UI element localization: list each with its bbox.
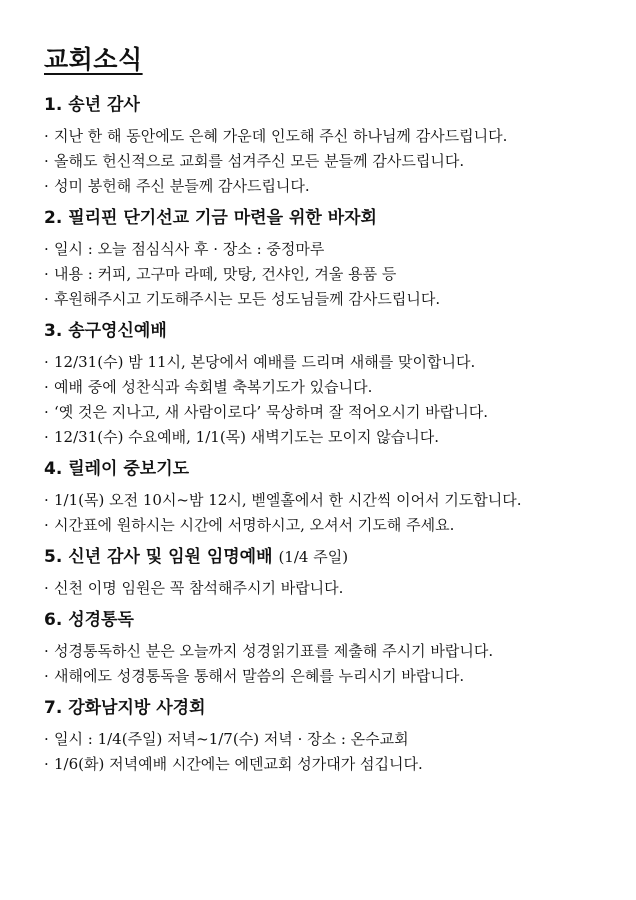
bullet-icon: · — [44, 378, 49, 396]
section-item-list — [44, 639, 604, 689]
section-heading-text: 3. 송구영신예배 — [44, 321, 167, 341]
list-item-text: 예배 중에 성찬식과 속회별 축복기도가 있습니다. — [54, 378, 373, 396]
list-item — [44, 513, 604, 538]
section-item-list — [44, 350, 604, 450]
list-item — [44, 237, 604, 262]
section-heading-text: 6. 성경통독 — [44, 610, 134, 630]
bullet-icon: · — [44, 152, 49, 170]
list-item-text: 신천 이명 임원은 꼭 참석해주시기 바랍니다. — [54, 579, 344, 597]
section-heading — [44, 456, 604, 482]
bullet-icon: · — [44, 290, 49, 308]
news-section — [44, 92, 604, 199]
list-item — [44, 664, 604, 689]
section-heading-text: 4. 릴레이 중보기도 — [44, 459, 190, 479]
news-section — [44, 456, 604, 538]
list-item-text: 일시 : 오늘 점심식사 후 · 장소 : 중정마루 — [54, 240, 325, 258]
section-heading-text: 5. 신년 감사 및 임원 임명예배 — [44, 547, 273, 567]
list-item-text: 새해에도 성경통독을 통해서 말씀의 은혜를 누리시기 바랍니다. — [54, 667, 465, 685]
news-section — [44, 205, 604, 312]
list-item — [44, 488, 604, 513]
list-item-text: 지난 한 해 동안에도 은혜 가운데 인도해 주신 하나님께 감사드립니다. — [54, 127, 508, 145]
section-item-list — [44, 727, 604, 777]
list-item-text: 1/6(화) 저녁예배 시간에는 에덴교회 성가대가 섬깁니다. — [54, 755, 423, 773]
list-item — [44, 727, 604, 752]
bullet-icon: · — [44, 177, 49, 195]
list-item — [44, 639, 604, 664]
bullet-icon: · — [44, 667, 49, 685]
list-item — [44, 375, 604, 400]
section-heading-text: 1. 송년 감사 — [44, 95, 140, 115]
list-item — [44, 425, 604, 450]
section-heading — [44, 695, 604, 721]
bullet-icon: · — [44, 265, 49, 283]
sections-container — [44, 92, 604, 777]
list-item — [44, 287, 604, 312]
news-section — [44, 544, 604, 601]
list-item-text: 올해도 헌신적으로 교회를 섬겨주신 모든 분들께 감사드립니다. — [54, 152, 465, 170]
church-news-page — [44, 42, 604, 783]
bullet-icon: · — [44, 428, 49, 446]
bullet-icon: · — [44, 642, 49, 660]
bullet-icon: · — [44, 127, 49, 145]
list-item — [44, 400, 604, 425]
list-item-text: 1/1(목) 오전 10시~밤 12시, 벧엘홀에서 한 시간씩 이어서 기도합니다. — [54, 491, 522, 509]
news-section — [44, 607, 604, 689]
list-item — [44, 124, 604, 149]
section-item-list — [44, 488, 604, 538]
news-section — [44, 695, 604, 777]
page-title: 교회소식 — [44, 45, 143, 74]
list-item — [44, 149, 604, 174]
list-item-text: 내용 : 커피, 고구마 라떼, 맛탕, 건샤인, 겨울 용품 등 — [54, 265, 397, 283]
bullet-icon: · — [44, 240, 49, 258]
bullet-icon: · — [44, 755, 49, 773]
list-item-text: 성미 봉헌해 주신 분들께 감사드립니다. — [54, 177, 310, 195]
list-item-text: 12/31(수) 밤 11시, 본당에서 예배를 드리며 새해를 맞이합니다. — [54, 353, 476, 371]
list-item — [44, 350, 604, 375]
section-item-list — [44, 237, 604, 312]
list-item-text: 12/31(수) 수요예배, 1/1(목) 새벽기도는 모이지 않습니다. — [54, 428, 439, 446]
section-heading-text: 2. 필리핀 단기선교 기금 마련을 위한 바자회 — [44, 208, 377, 228]
bullet-icon: · — [44, 353, 49, 371]
bullet-icon: · — [44, 491, 49, 509]
list-item-text: 일시 : 1/4(주일) 저녁~1/7(수) 저녁 · 장소 : 온수교회 — [54, 730, 409, 748]
list-item-text: 성경통독하신 분은 오늘까지 성경읽기표를 제출해 주시기 바랍니다. — [54, 642, 494, 660]
section-heading-note: (1/4 주일) — [278, 548, 349, 566]
bullet-icon: · — [44, 516, 49, 534]
list-item — [44, 752, 604, 777]
section-item-list — [44, 124, 604, 199]
section-heading — [44, 318, 604, 344]
section-heading — [44, 607, 604, 633]
news-section — [44, 318, 604, 450]
list-item-text: 시간표에 원하시는 시간에 서명하시고, 오셔서 기도해 주세요. — [54, 516, 455, 534]
section-heading-text: 7. 강화남지방 사경회 — [44, 698, 206, 718]
list-item — [44, 174, 604, 199]
section-heading — [44, 205, 604, 231]
section-heading — [44, 544, 604, 570]
list-item — [44, 576, 604, 601]
list-item-text: 후원해주시고 기도해주시는 모든 성도님들께 감사드립니다. — [54, 290, 441, 308]
list-item-text: ‘옛 것은 지나고, 새 사람이로다’ 묵상하며 잘 적어오시기 바랍니다. — [54, 403, 488, 421]
list-item — [44, 262, 604, 287]
section-item-list — [44, 576, 604, 601]
section-heading — [44, 92, 604, 118]
bullet-icon: · — [44, 403, 49, 421]
bullet-icon: · — [44, 579, 49, 597]
bullet-icon: · — [44, 730, 49, 748]
